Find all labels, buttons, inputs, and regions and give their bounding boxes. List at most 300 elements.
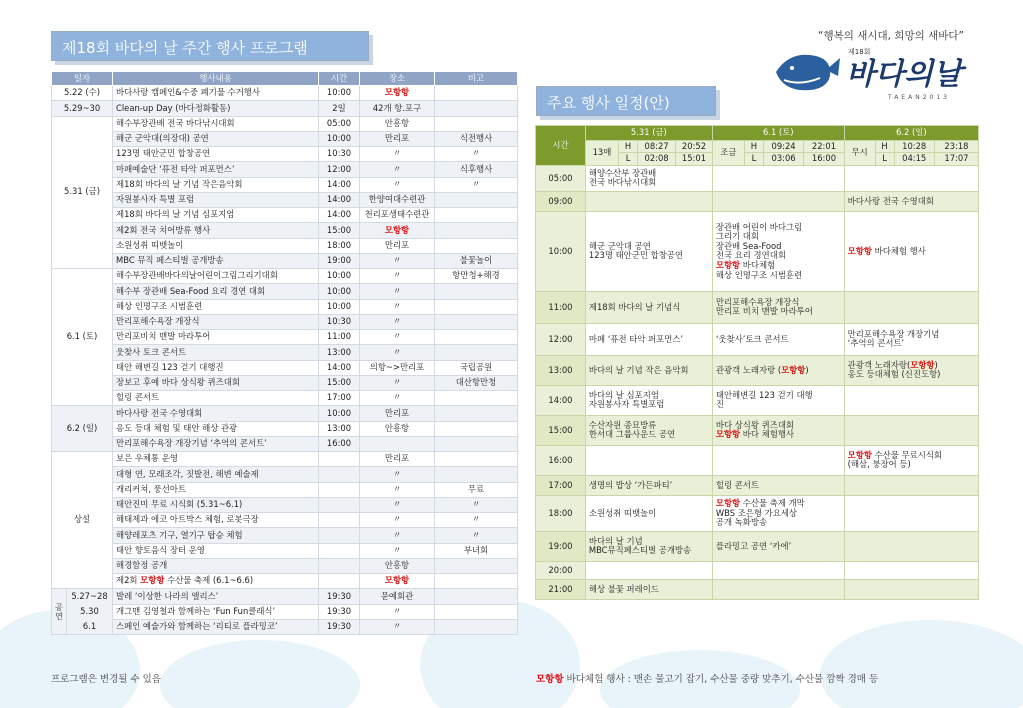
event-cell: 대형 연, 모래조각, 짓발전, 해변 예술제	[113, 467, 319, 482]
note-cell: 항만청+해경	[435, 269, 518, 284]
table-row	[52, 543, 518, 558]
place-cell	[360, 436, 435, 451]
table-row	[52, 284, 518, 299]
note-cell	[435, 406, 518, 421]
place-cell: 〃	[360, 528, 435, 543]
event-cell: 마패예술단 ‘퓨전 타악 퍼포먼스’	[113, 162, 319, 177]
day-header: 6.1 (토)	[712, 126, 844, 141]
time-cell: 10:00	[319, 284, 360, 299]
table-row	[52, 253, 518, 268]
date-cell: 6.2 (일)	[52, 406, 113, 452]
event-cell: 바다의 날 기념 MBC뮤직페스티벌 공개방송	[585, 531, 712, 561]
place-cell: 안흥항	[360, 558, 435, 573]
time-cell	[319, 543, 360, 558]
tide-value: 15:01	[676, 153, 713, 166]
place-cell: 〃	[360, 467, 435, 482]
weekly-program-table	[51, 71, 518, 635]
place-cell	[360, 86, 435, 101]
event-cell: 태안 해변길 123 걷기 대행진	[113, 360, 319, 375]
tide-value: L	[744, 153, 763, 166]
wave-decoration	[160, 640, 360, 708]
note-cell: 식후행사	[435, 162, 518, 177]
event-cell: MBC 뮤직 페스티벌 공개방송	[113, 253, 319, 268]
note-cell	[435, 574, 518, 589]
place-cell	[360, 223, 435, 238]
event-cell	[844, 475, 978, 495]
place-cell: 천리포생태수련관	[360, 208, 435, 223]
note-cell	[435, 284, 518, 299]
event-cell: 해상 불꽃 퍼레이드	[585, 579, 712, 599]
place-cell: 〃	[360, 543, 435, 558]
highlight-word: 모항항	[384, 224, 410, 235]
time-cell: 16:00	[536, 445, 586, 475]
right-title: 주요 행사 일정(안)	[536, 86, 716, 116]
event-cell: 만리포해수욕장 개장기념 ‘추억의 콘서트’	[844, 323, 978, 355]
date-cell: 5.29~30	[52, 101, 113, 116]
note-cell	[435, 421, 518, 436]
event-cell	[844, 579, 978, 599]
event-cell: 태안진미 무료 시식회 (5.31~6.1)	[113, 497, 319, 512]
time-cell	[319, 467, 360, 482]
place-cell: 〃	[360, 513, 435, 528]
table-row	[52, 330, 518, 345]
place-cell: 〃	[360, 345, 435, 360]
event-cell: 모항항 수산물 축제 개막 WBS 조은형 가요세상 공개 녹화방송	[712, 495, 844, 531]
table-row	[52, 482, 518, 497]
event-cell: 제2회 전국 치어방류 행사	[113, 223, 319, 238]
event-cell: 소원성취 띠뱃놀이	[585, 495, 712, 531]
place-cell: 〃	[360, 482, 435, 497]
highlight-word: 모항항	[910, 359, 935, 370]
time-cell: 14:00	[319, 177, 360, 192]
event-cell	[712, 561, 844, 579]
table-row	[52, 375, 518, 390]
time-cell: 12:00	[319, 162, 360, 177]
place-cell: 〃	[360, 330, 435, 345]
schedule-row	[536, 445, 979, 475]
note-cell	[435, 345, 518, 360]
time-cell: 14:00	[319, 208, 360, 223]
time-cell: 19:00	[319, 253, 360, 268]
tide-value: 22:01	[804, 140, 844, 153]
place-cell: 〃	[360, 269, 435, 284]
table-row	[52, 192, 518, 207]
note-cell: 무료	[435, 482, 518, 497]
table-row	[52, 177, 518, 192]
table-row	[52, 528, 518, 543]
time-cell: 10:00	[536, 211, 586, 291]
note-cell	[435, 299, 518, 314]
place-cell: 〃	[360, 162, 435, 177]
highlight-word: 모항항	[781, 364, 806, 375]
place-cell: 의항~>만리포	[360, 360, 435, 375]
event-cell: 관광객 노래자랑 (모항항)	[712, 355, 844, 385]
date-cell: 상설	[52, 452, 113, 589]
table-row	[52, 314, 518, 329]
table-row	[52, 589, 518, 604]
perf-label-cell	[52, 589, 113, 635]
table-row	[52, 619, 518, 634]
table-row	[52, 269, 518, 284]
event-cell	[712, 191, 844, 211]
table-row	[52, 162, 518, 177]
place-cell: 문예회관	[360, 589, 435, 604]
place-cell: 〃	[360, 604, 435, 619]
time-cell	[319, 558, 360, 573]
place-cell: 〃	[360, 619, 435, 634]
time-cell: 13:00	[536, 355, 586, 385]
time-cell: 20:00	[536, 561, 586, 579]
event-cell: 장보고 후예 바다 상식왕 퀴즈대회	[113, 375, 319, 390]
table-row	[52, 208, 518, 223]
table-row	[52, 558, 518, 573]
table-row	[52, 86, 518, 101]
event-cell: 힐링 콘서트	[113, 391, 319, 406]
schedule-row	[536, 355, 979, 385]
event-cell: 스페인 예술가와 함께하는 ‘리티로 플라밍코’	[113, 619, 319, 634]
schedule-row	[536, 561, 979, 579]
event-cell: 생명의 밥상 ‘가든파티’	[585, 475, 712, 495]
event-cell: 해양레포츠 기구, 열기구 탑승 체험	[113, 528, 319, 543]
tide-value: 04:15	[894, 153, 934, 166]
time-cell: 14:00	[319, 360, 360, 375]
highlight-word: 모항항	[384, 575, 410, 586]
place-cell: 만리포	[360, 238, 435, 253]
place-cell: 〃	[360, 299, 435, 314]
event-cell: 모항항 바다체험 행사	[844, 211, 978, 291]
event-cell	[844, 291, 978, 323]
event-cell: 해군 군악대 공연 123명 태안군민 합창공연	[585, 211, 712, 291]
event-cell	[844, 415, 978, 445]
event-cell: 수산자원 종묘방류 한서대 그룹사운드 공연	[585, 415, 712, 445]
time-cell: 15:00	[319, 223, 360, 238]
time-cell	[319, 528, 360, 543]
note-cell	[435, 238, 518, 253]
place-cell: 만리포	[360, 131, 435, 146]
place-cell: 〃	[360, 391, 435, 406]
column-header: 일자	[52, 72, 113, 86]
table-row	[52, 223, 518, 238]
note-cell	[435, 101, 518, 116]
time-cell: 10:00	[319, 131, 360, 146]
time-cell	[319, 482, 360, 497]
time-cell	[319, 574, 360, 589]
time-cell: 11:00	[319, 330, 360, 345]
note-cell	[435, 223, 518, 238]
table-row	[52, 360, 518, 375]
tide-label: 조금	[712, 140, 744, 165]
time-cell: 16:00	[319, 436, 360, 451]
time-cell: 19:30	[319, 589, 360, 604]
left-title: 제18회 바다의 날 주간 행사 프로그램	[51, 31, 369, 61]
time-cell: 10:00	[319, 299, 360, 314]
tide-value: L	[875, 153, 894, 166]
event-cell: 플라밍고 공연 ‘카에’	[712, 531, 844, 561]
tide-value: L	[619, 153, 638, 166]
note-cell	[435, 192, 518, 207]
event-cell	[585, 445, 712, 475]
time-cell: 11:00	[536, 291, 586, 323]
event-cell: 만리포해수욕장 개장식	[113, 314, 319, 329]
table-row	[52, 436, 518, 451]
event-cell: 태안해변길 123 걷기 대행 진	[712, 385, 844, 415]
event-cell: 발레 ‘이상한 나라의 앨리스’	[113, 589, 319, 604]
event-cell: ‘웃찾사’토크 콘서트	[712, 323, 844, 355]
place-cell: 〃	[360, 177, 435, 192]
note-cell: 불꽃놀이	[435, 253, 518, 268]
schedule-row	[536, 531, 979, 561]
event-cell	[585, 191, 712, 211]
note-cell: 〃	[435, 497, 518, 512]
column-header: 시간	[319, 72, 360, 86]
tide-value: 16:00	[804, 153, 844, 166]
note-cell	[435, 452, 518, 467]
day-header: 5.31 (금)	[585, 126, 712, 141]
time-cell: 18:00	[536, 495, 586, 531]
date-cell: 5.22 (수)	[52, 86, 113, 101]
highlight-word: 모항항	[536, 674, 564, 685]
time-cell: 10:00	[319, 269, 360, 284]
event-logo	[770, 42, 980, 104]
event-cell: 해수부장관배 전국 바다낚시대회	[113, 116, 319, 131]
event-cell: 만리포해수욕장 개장기념 ‘추억의 콘서트’	[113, 436, 319, 451]
perf-dates	[66, 589, 112, 634]
table-row	[52, 452, 518, 467]
highlight-word: 모항항	[384, 87, 410, 98]
schedule-row	[536, 385, 979, 415]
highlight-word: 모항항	[847, 449, 872, 460]
tide-value: 10:28	[894, 140, 934, 153]
time-cell: 10:00	[319, 86, 360, 101]
time-cell: 05:00	[536, 165, 586, 191]
table-row	[52, 345, 518, 360]
tide-value: H	[619, 140, 638, 153]
note-cell: 부녀회	[435, 543, 518, 558]
highlight-word: 모항항	[140, 575, 165, 586]
tide-value: H	[744, 140, 763, 153]
event-cell: 만리포해수욕장 개장식 만리포 비치 맨발 마라투어	[712, 291, 844, 323]
event-cell: 바다의 날 기념 작은 음악회	[585, 355, 712, 385]
table-row	[52, 101, 518, 116]
note-cell	[435, 391, 518, 406]
note-cell	[435, 330, 518, 345]
tide-value: 09:24	[763, 140, 803, 153]
event-cell	[712, 579, 844, 599]
tide-value: 23:18	[934, 140, 978, 153]
schedule-row	[536, 323, 979, 355]
table-row	[52, 421, 518, 436]
highlight-word: 모항항	[715, 497, 741, 508]
place-cell: 〃	[360, 497, 435, 512]
time-cell: 19:30	[319, 604, 360, 619]
date-cell: 6.1 (토)	[52, 269, 113, 406]
event-cell	[844, 385, 978, 415]
schedule-row	[536, 495, 979, 531]
table-row	[52, 131, 518, 146]
table-row	[52, 116, 518, 131]
event-cell: 캐리커쳐, 풍선아트	[113, 482, 319, 497]
whale-logo-icon	[770, 42, 980, 104]
time-cell: 21:00	[536, 579, 586, 599]
time-cell: 05:00	[319, 116, 360, 131]
highlight-word: 모항항	[715, 260, 741, 271]
note-cell	[435, 436, 518, 451]
event-cell: 태안 향토음식 장터 운영	[113, 543, 319, 558]
time-cell: 17:00	[319, 391, 360, 406]
event-cell: 만리포비치 맨발 마라투어	[113, 330, 319, 345]
schedule-row	[536, 165, 979, 191]
note-cell: 대산항만청	[435, 375, 518, 390]
tide-value: 08:27	[638, 140, 676, 153]
note-cell: 〃	[435, 528, 518, 543]
event-cell: 힐링 콘서트	[712, 475, 844, 495]
place-cell: 〃	[360, 375, 435, 390]
event-cell	[712, 165, 844, 191]
time-cell: 13:00	[319, 421, 360, 436]
left-footer-note: 프로그램은 변경될 수 있음	[51, 674, 162, 685]
footer-text: 바다체험 행사 : 맨손 물고기 잡기, 수산물 중량 맞추기, 수산물 깜짝 경매 등	[563, 674, 879, 685]
time-cell	[319, 497, 360, 512]
wave-decoration	[820, 620, 1023, 708]
tide-row	[536, 140, 979, 153]
column-header: 비고	[435, 72, 518, 86]
event-cell: 소원성취 띠뱃놀이	[113, 238, 319, 253]
note-cell	[435, 619, 518, 634]
table-row	[52, 574, 518, 589]
place-cell: 만리포	[360, 452, 435, 467]
place-cell: 안흥항	[360, 116, 435, 131]
perf-date: 6.1	[66, 619, 112, 634]
event-cell: 자원봉사자 특별 포럼	[113, 192, 319, 207]
schedule-row	[536, 211, 979, 291]
event-cell: 장관배 어린이 바다그림 그리기 대회 장관배 Sea-Food 전국 요리 경연대회 모항항 바다체험 해상 인명구조 시범훈련	[712, 211, 844, 291]
highlight-word: 모항항	[715, 429, 741, 440]
event-cell: 관광객 노래자랑(모항항) 옹도 등대체험 (신진도항)	[844, 355, 978, 385]
place-cell: 안흥항	[360, 421, 435, 436]
event-cell: 바다사랑 전국 수영대회	[844, 191, 978, 211]
place-cell: 〃	[360, 284, 435, 299]
place-cell	[360, 574, 435, 589]
logo-edition: 제18회	[848, 48, 871, 56]
table-row	[52, 497, 518, 512]
note-cell: 식전행사	[435, 131, 518, 146]
time-cell	[319, 452, 360, 467]
event-cell	[712, 445, 844, 475]
event-cell: 바다의 날 심포지엄 자원봉사자 특별포럼	[585, 385, 712, 415]
event-cell	[844, 531, 978, 561]
event-cell: 해상 인명구조 시범훈련	[113, 299, 319, 314]
note-cell	[435, 589, 518, 604]
event-cell: 해양수산부 장관배 전국 바다낚시대회	[585, 165, 712, 191]
table-row	[52, 467, 518, 482]
event-cell: 웃찾사 토크 콘서트	[113, 345, 319, 360]
perf-date: 5.27~28	[66, 589, 112, 604]
time-cell: 15:00	[319, 375, 360, 390]
slogan: “행복의 새시대, 희망의 새바다”	[818, 30, 964, 42]
time-cell: 10:30	[319, 147, 360, 162]
time-cell: 2일	[319, 101, 360, 116]
event-cell: 바다사랑 캠페인&수중 폐기물 수거행사	[113, 86, 319, 101]
event-cell: Clean-up Day (바다정화활동)	[113, 101, 319, 116]
place-cell: 〃	[360, 314, 435, 329]
note-cell	[435, 314, 518, 329]
event-cell: 모항항 수산물 무료시식회 (해삼, 붕장어 등)	[844, 445, 978, 475]
note-cell	[435, 604, 518, 619]
time-cell: 18:00	[319, 238, 360, 253]
column-header: 행사내용	[113, 72, 319, 86]
perf-label: 공연	[55, 602, 63, 621]
note-cell: 〃	[435, 177, 518, 192]
event-cell: 개그맨 김영철과 함께하는 ‘Fun Fun클래식’	[113, 604, 319, 619]
event-cell: 해수부 장관배 Sea-Food 요리 경연 대회	[113, 284, 319, 299]
schedule-row	[536, 291, 979, 323]
tide-value: 02:08	[638, 153, 676, 166]
tide-value: H	[875, 140, 894, 153]
event-cell: 바다 상식왕 퀴즈대회 모항항 바다 체험행사	[712, 415, 844, 445]
tide-value: 20:52	[676, 140, 713, 153]
time-cell: 14:00	[536, 385, 586, 415]
day-header: 6.2 (일)	[844, 126, 978, 141]
logo-sub: TAEAN2013	[888, 94, 950, 101]
schedule-row	[536, 579, 979, 599]
note-cell: 〃	[435, 147, 518, 162]
place-cell: 만리포	[360, 406, 435, 421]
time-cell: 09:00	[536, 191, 586, 211]
event-cell: 123명 태안군민 합창공연	[113, 147, 319, 162]
place-cell: 〃	[360, 147, 435, 162]
place-cell: 42개 항.포구	[360, 101, 435, 116]
column-header: 장소	[360, 72, 435, 86]
logo-name: 바다의날	[846, 57, 962, 92]
place-cell: 〃	[360, 253, 435, 268]
event-cell: 해군 군악대(의장대) 공연	[113, 131, 319, 146]
time-header: 시간	[536, 126, 586, 166]
schedule-row	[536, 191, 979, 211]
event-cell: 제18회 바다의 날 기념 작은음악회	[113, 177, 319, 192]
schedule-row	[536, 475, 979, 495]
time-cell	[319, 513, 360, 528]
note-cell	[435, 86, 518, 101]
table-row	[52, 406, 518, 421]
table-row	[52, 238, 518, 253]
time-cell: 19:00	[536, 531, 586, 561]
event-cell: 제18회 바다의 날 기념 심포지엄	[113, 208, 319, 223]
tide-label: 13매	[585, 140, 618, 165]
time-cell: 19:30	[319, 619, 360, 634]
highlight-word: 모항항	[847, 245, 872, 256]
tide-label: 무시	[844, 140, 875, 165]
time-cell: 12:00	[536, 323, 586, 355]
event-cell	[585, 561, 712, 579]
time-cell: 10:30	[319, 314, 360, 329]
day-header-row	[536, 126, 979, 141]
event-cell	[844, 561, 978, 579]
place-cell: 한양여대수련관	[360, 192, 435, 207]
table-row	[52, 391, 518, 406]
time-cell: 15:00	[536, 415, 586, 445]
time-cell: 13:00	[319, 345, 360, 360]
note-cell	[435, 116, 518, 131]
note-cell	[435, 558, 518, 573]
right-footer-note	[536, 671, 878, 685]
event-cell: 옹도 등대 체험 및 태안 해상 관광	[113, 421, 319, 436]
event-cell: 마패 ‘퓨전 타악 퍼포먼스’	[585, 323, 712, 355]
event-cell: 보은 우체통 운영	[113, 452, 319, 467]
time-cell: 17:00	[536, 475, 586, 495]
event-cell	[844, 495, 978, 531]
event-cell: 바다사랑 전국 수영대회	[113, 406, 319, 421]
table-row	[52, 604, 518, 619]
